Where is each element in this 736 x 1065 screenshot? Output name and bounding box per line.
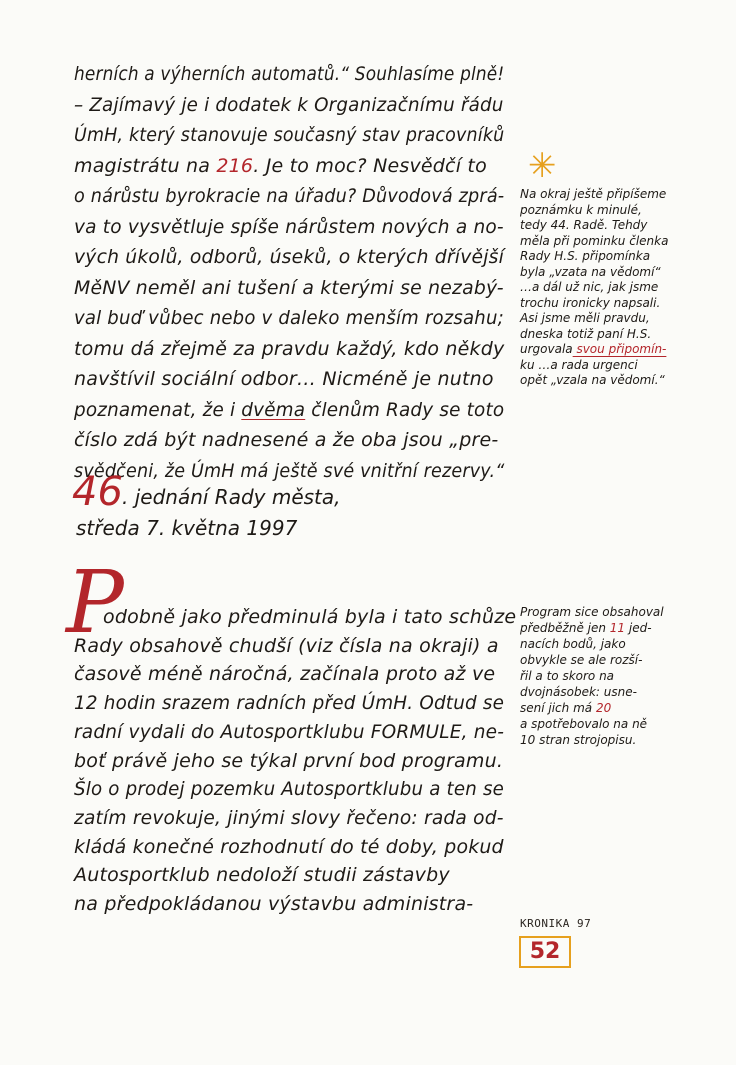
side-note-1-line: Na okraj ještě připíšeme bbox=[520, 187, 667, 201]
side-note-1-line: Rady H.S. připomínka bbox=[520, 249, 651, 263]
main-text-1-line bbox=[74, 396, 504, 424]
main-text-1-line: navštívil sociální odbor… Nicméně je nutno bbox=[74, 368, 494, 390]
main-text-1-line: ÚmH, který stanovuje současný stav pracovníků bbox=[74, 124, 505, 146]
main-text-1-segment: členům Rady se toto bbox=[305, 398, 505, 421]
main-text-1-line: vých úkolů, odborů, úseků, o kterých dřívější bbox=[74, 246, 504, 268]
main-text-2-line: radní vydali do Autosportklubu FORMULE, ne- bbox=[74, 720, 505, 743]
main-text-1-line bbox=[74, 152, 487, 180]
side-note-1-line: Asi jsme měli pravdu, bbox=[520, 311, 650, 325]
asterisk-icon: ✳ bbox=[528, 146, 557, 186]
main-text-1-line: o nárůstu byrokracie na úřadu? Důvodová zprá- bbox=[74, 185, 505, 207]
side-note-2-segment: sení jich má bbox=[520, 701, 596, 715]
side-note-1-line: …a dál už nic, jak jsme bbox=[520, 280, 659, 294]
side-note-1-line: poznámku k minulé, bbox=[520, 202, 642, 217]
main-text-2-line: 12 hodin srazem radních před ÚmH. Odtud se bbox=[74, 692, 505, 715]
main-text-2-line: zatím revokuje, jinými slovy řečeno: rada od- bbox=[74, 806, 504, 829]
side-note-2-line: dvojnásobek: usne- bbox=[520, 685, 637, 699]
side-note-2-segment: předběžně jen bbox=[520, 621, 610, 635]
side-note-2-line: řil a to skoro na bbox=[520, 669, 615, 683]
session-number: 46 bbox=[72, 469, 123, 515]
main-text-2-line: boť právě jeho se týkal první bod programu. bbox=[74, 749, 504, 772]
main-text-1-line: MěNV neměl ani tušení a kterými se nezabý- bbox=[74, 276, 504, 299]
session-title: . jednání Rady města, bbox=[122, 485, 341, 509]
side-note-1-segment: svou připomín- bbox=[572, 342, 667, 356]
side-note-1-segment: urgovala bbox=[520, 342, 573, 356]
side-note-2-line: 10 stran strojopisu. bbox=[520, 733, 637, 747]
main-text-1-segment: . Je to moc? Nesvědčí to bbox=[253, 154, 487, 177]
main-text-1-segment: dvěma bbox=[241, 398, 306, 421]
main-text-1-segment: poznamenat, že i bbox=[74, 398, 242, 421]
side-note-2-segment: 20 bbox=[595, 701, 612, 715]
side-note-2-segment: jed- bbox=[625, 621, 652, 635]
main-text-2-line: časově méně náročná, začínala proto až ve bbox=[74, 663, 496, 686]
main-text-2-line: Autosportklub nedoloží studii zástavby bbox=[74, 864, 450, 887]
side-note-2-line bbox=[520, 620, 652, 636]
main-text-1-segment: magistrátu na bbox=[74, 154, 217, 177]
side-note-2-line: a spotřebovalo na ně bbox=[520, 717, 648, 731]
drop-cap: P bbox=[66, 553, 124, 653]
side-note-1-line: měla při pominku členka bbox=[520, 233, 669, 248]
side-note-1-line: ku …a rada urgenci bbox=[520, 357, 638, 372]
session-date: středa 7. května 1997 bbox=[76, 516, 298, 540]
main-text-1-line: svědčeni, že ÚmH má ještě své vnitřní rezervy.“ bbox=[74, 459, 505, 482]
main-text-2-line: kládá konečné rozhodnutí do té doby, pokud bbox=[74, 835, 504, 858]
main-text-1-segment: 216 bbox=[216, 154, 254, 177]
main-text-1-line: va to vysvětluje spíše nárůstem nových a no- bbox=[74, 215, 504, 238]
main-text-2-line: odobně jako předminulá byla i tato schůze bbox=[103, 606, 517, 628]
side-note-2-line: Program sice obsahoval bbox=[520, 605, 664, 619]
main-text-1-line: val buď vůbec nebo v daleko menším rozsahu; bbox=[74, 307, 504, 329]
side-note-2-line: obvykle se ale rozší- bbox=[520, 653, 643, 667]
chronicle-label: KRONIKA 97 bbox=[520, 917, 592, 930]
side-note-1-line: trochu ironicky napsali. bbox=[520, 295, 661, 310]
main-text-2-line: na předpokládanou výstavbu administra- bbox=[74, 893, 474, 915]
side-note-1-line: byla „vzata na vědomí“ bbox=[520, 264, 661, 279]
main-text-2-line: Rady obsahově chudší (viz čísla na okraji) a bbox=[74, 634, 499, 657]
page-number: 52 bbox=[519, 936, 571, 968]
side-note-2-segment: 11 bbox=[609, 621, 626, 635]
side-note-1-line bbox=[520, 341, 666, 357]
main-text-1-line: – Zajímavý je i dodatek k Organizačnímu řádu bbox=[74, 93, 504, 116]
main-text-1-line: tomu dá zřejmě za pravdu každý, kdo někdy bbox=[74, 337, 505, 360]
side-note-2-line: nacích bodů, jako bbox=[520, 637, 626, 651]
side-note-1-line: tedy 44. Radě. Tehdy bbox=[520, 218, 648, 232]
side-note-1-line: opět „vzala na vědomí.“ bbox=[520, 373, 665, 387]
side-note-2-line bbox=[520, 700, 611, 716]
main-text-2-line: Šlo o prodej pozemku Autosportklubu a ten se bbox=[74, 778, 505, 801]
main-text-1-line: herních a výherních automatů.“ Souhlasíme plně! bbox=[74, 63, 505, 85]
main-text-1-line: číslo zdá být nadnesené a že oba jsou „pre- bbox=[74, 429, 499, 451]
side-note-1-line: dneska totiž paní H.S. bbox=[520, 326, 652, 341]
